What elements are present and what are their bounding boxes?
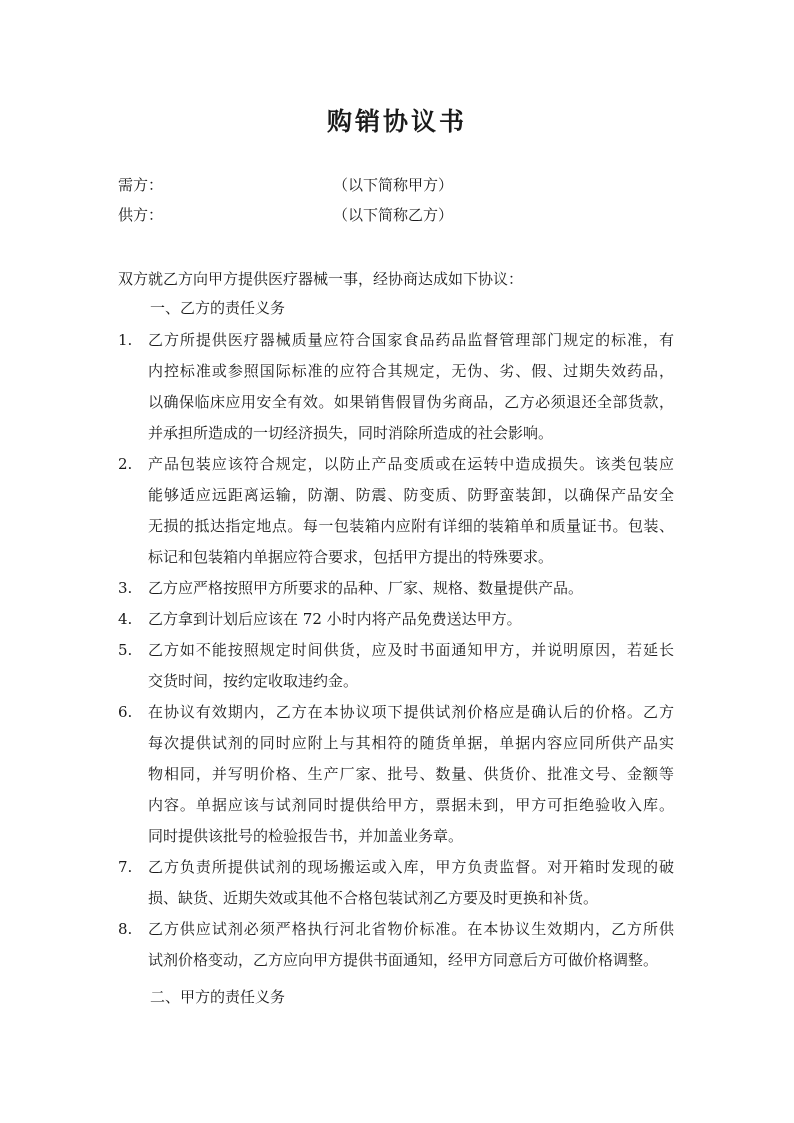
- buyer-label: 需方：: [118, 176, 164, 194]
- item-text-line: 乙方如不能按照规定时间供货，应及时书面通知甲方，并说明原因，若延长: [148, 641, 674, 659]
- item-text-line: 内容。单据应该与试剂同时提供给甲方，票据未到，甲方可拒绝验收入库。: [148, 796, 674, 814]
- item-text-line: 乙方所提供医疗器械质量应符合国家食品药品监督管理部门规定的标准，有: [148, 331, 674, 349]
- item-text-line: 产品包装应该符合规定，以防止产品变质或在运转中造成损失。该类包装应: [148, 455, 674, 473]
- item-text-line: 能够适应远距离运输，防潮、防震、防变质、防野蛮装卸，以确保产品安全: [148, 486, 674, 504]
- item-number: 5.: [118, 641, 133, 659]
- obligation-list: [118, 325, 678, 976]
- item-text-line: 损、缺货、近期失效或其他不合格包装试剂乙方要及时更换和补货。: [148, 889, 599, 907]
- item-text-line: 内控标准或参照国际标准的应符合其规定，无伪、劣、假、过期失效药品，: [148, 362, 674, 380]
- buyer-line: [118, 170, 678, 200]
- list-item: [118, 449, 678, 573]
- item-text-line: 同时提供该批号的检验报告书，并加盖业务章。: [148, 827, 464, 845]
- item-number: 8.: [118, 920, 133, 938]
- list-item: [118, 325, 678, 449]
- list-item: [118, 635, 678, 697]
- item-number: 1.: [118, 331, 133, 349]
- item-number: 7.: [118, 858, 133, 876]
- list-item: [118, 573, 678, 604]
- item-text-line: 试剂价格变动，乙方应向甲方提供书面通知，经甲方同意后方可做价格调整。: [148, 951, 659, 969]
- item-number: 2.: [118, 455, 133, 473]
- supplier-note: （以下简称乙方）: [333, 206, 454, 224]
- item-text-line: 乙方应严格按照甲方所要求的品种、厂家、规格、数量提供产品。: [148, 579, 584, 597]
- document-title: 购销协议书: [326, 107, 467, 136]
- section-heading-2: 二、甲方的责任义务: [150, 988, 286, 1007]
- item-number: 4.: [118, 610, 133, 628]
- item-text-line: 乙方拿到计划后应该在 72 小时内将产品免费送达甲方。: [148, 610, 522, 628]
- item-text-line: 交货时间，按约定收取违约金。: [148, 672, 359, 690]
- item-text-line: 乙方供应试剂必须严格执行河北省物价标准。在本协议生效期内，乙方所供: [148, 920, 674, 938]
- section-heading-1: 一、乙方的责任义务: [150, 299, 286, 317]
- supplier-label: 供方：: [118, 206, 164, 224]
- item-text-line: 物相同，并写明价格、生产厂家、批号、数量、供货价、批准文号、金额等: [148, 765, 674, 783]
- supplier-line: [118, 200, 678, 230]
- item-text-line: 并承担所造成的一切经济损失，同时消除所造成的社会影响。: [148, 424, 554, 442]
- intro-paragraph: 双方就乙方向甲方提供医疗器械一事，经协商达成如下协议：: [118, 270, 524, 288]
- item-text-line: 在协议有效期内，乙方在本协议项下提供试剂价格应是确认后的价格。乙方: [148, 703, 674, 721]
- list-item: [118, 914, 678, 976]
- item-text-line: 每次提供试剂的同时应附上与其相符的随货单据，单据内容应同所供产品实: [148, 734, 674, 752]
- item-text-line: 以确保临床应用安全有效。如果销售假冒伪劣商品，乙方必须退还全部货款，: [148, 393, 674, 411]
- list-item: [118, 697, 678, 852]
- list-item: [118, 852, 678, 914]
- item-number: 6.: [118, 703, 133, 721]
- list-item: [118, 604, 678, 635]
- item-text-line: 无损的抵达指定地点。每一包装箱内应附有详细的装箱单和质量证书。包装、: [148, 517, 674, 535]
- buyer-note: （以下简称甲方）: [333, 176, 454, 194]
- item-text-line: 标记和包装箱内单据应符合要求，包括甲方提出的特殊要求。: [148, 548, 554, 566]
- item-text-line: 乙方负责所提供试剂的现场搬运或入库，甲方负责监督。对开箱时发现的破: [148, 858, 674, 876]
- item-number: 3.: [118, 579, 133, 597]
